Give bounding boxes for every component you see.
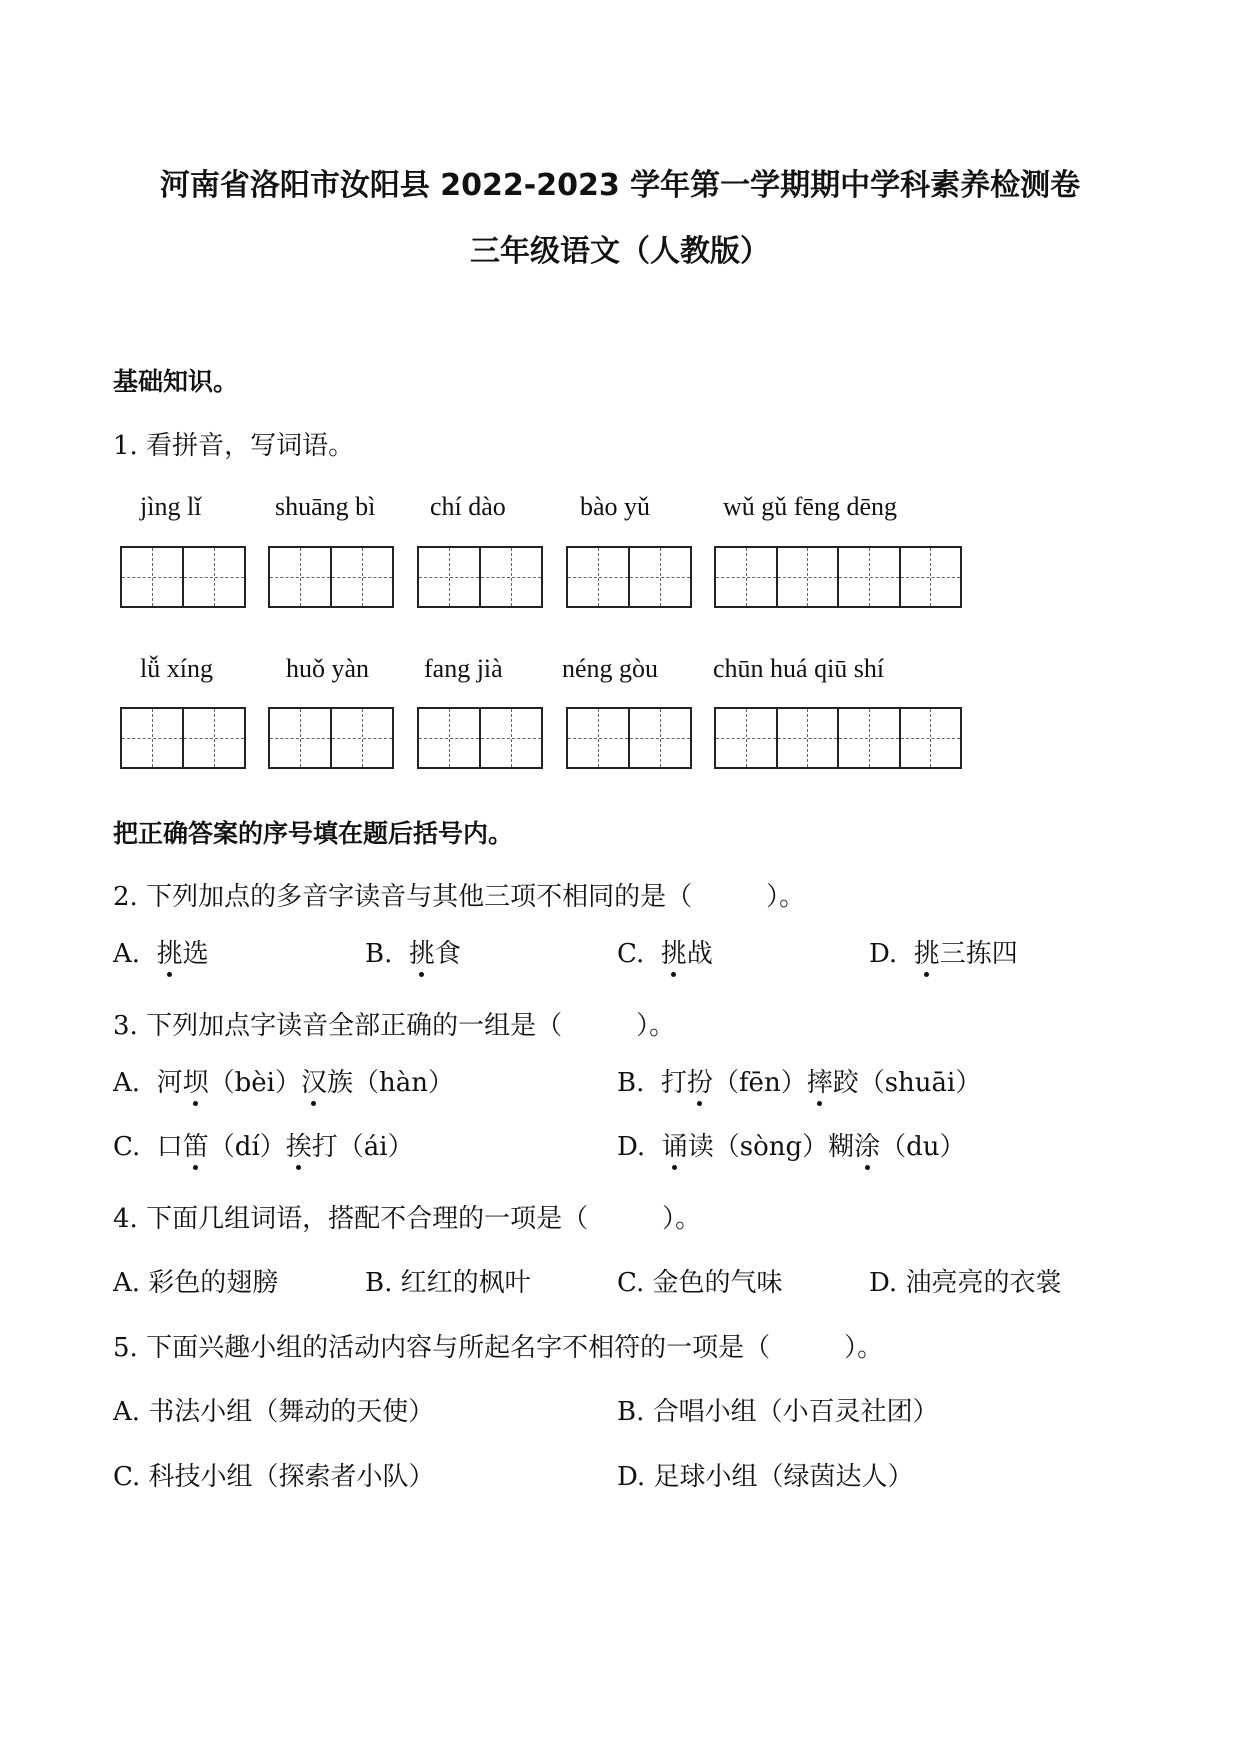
q4-option-a: A. 彩色的翅膀: [113, 1268, 279, 1298]
q5-option-c: C. 科技小组（探索者小队）: [113, 1462, 435, 1492]
question-5-text: 5. 下面兴趣小组的活动内容与所起名字不相符的一项是（: [113, 1333, 771, 1363]
q5-option-d: D. 足球小组（绿茵达人）: [617, 1462, 914, 1492]
writing-grid-2-5[interactable]: [714, 707, 962, 769]
q4-option-d: D. 油亮亮的衣裳: [869, 1268, 1062, 1298]
pinyin-2-2: huǒ yàn: [286, 654, 370, 683]
dotted-char: 汉: [301, 1062, 327, 1099]
writing-grid-2-1[interactable]: [120, 707, 246, 769]
pinyin-1-1: jìng lǐ: [140, 492, 202, 521]
question-5-close: ）。: [844, 1333, 884, 1363]
q2-option-a: A. 挑选: [113, 933, 209, 970]
dotted-char: 扮: [687, 1062, 713, 1099]
writing-grid-2-4[interactable]: [566, 707, 692, 769]
q4-option-b: B. 红红的枫叶: [365, 1268, 531, 1298]
question-2-stem: [113, 876, 805, 913]
dotted-char: 挑: [157, 933, 183, 970]
question-2-close: ）。: [766, 882, 806, 912]
question-5-stem: [113, 1327, 883, 1364]
question-2-text: 2. 下列加点的多音字读音与其他三项不相同的是（: [113, 882, 693, 912]
dotted-char: 挑: [914, 933, 940, 970]
q2-option-b: B. 挑食: [365, 933, 461, 970]
writing-grid-2-2[interactable]: [268, 707, 394, 769]
dotted-char: 坝: [183, 1062, 209, 1099]
q3-option-b: B. 打扮（fēn）摔跤（shuāi）: [617, 1062, 981, 1099]
dotted-char: 挑: [409, 933, 435, 970]
dotted-char: 挨: [286, 1126, 312, 1163]
writing-grid-1-2[interactable]: [268, 546, 394, 608]
section-basic-knowledge: 基础知识。: [113, 367, 239, 396]
q3-option-c: C. 口笛（dí）挨打（ái）: [113, 1126, 414, 1163]
pinyin-2-1: lǚ xíng: [140, 654, 213, 683]
question-4-close: ）。: [662, 1204, 702, 1234]
writing-grid-1-5[interactable]: [714, 546, 962, 608]
pinyin-2-5: chūn huá qiū shí: [713, 654, 885, 683]
question-3-stem: [113, 1005, 675, 1042]
dotted-char: 挑: [661, 933, 687, 970]
q2-option-d: D. 挑三拣四: [869, 933, 1018, 970]
q3-option-a: A. 河坝（bèi）汉族（hàn）: [113, 1062, 454, 1099]
writing-grid-2-3[interactable]: [417, 707, 543, 769]
section-multiple-choice: 把正确答案的序号填在题后括号内。: [113, 819, 514, 848]
pinyin-1-5: wǔ gǔ fēng dēng: [723, 492, 898, 521]
pinyin-1-4: bào yǔ: [580, 492, 651, 521]
pinyin-2-4: néng gòu: [562, 654, 659, 683]
exam-subtitle: 三年级语文（人教版）: [470, 234, 770, 269]
dotted-char: 诵: [662, 1126, 688, 1163]
question-3-close: ）。: [636, 1011, 676, 1041]
q5-option-b: B. 合唱小组（小百灵社团）: [617, 1397, 939, 1427]
pinyin-1-2: shuāng bì: [275, 492, 376, 521]
dotted-char: 摔: [807, 1062, 833, 1099]
question-3-text: 3. 下列加点字读音全部正确的一组是（: [113, 1011, 563, 1041]
q4-option-c: C. 金色的气味: [617, 1268, 783, 1298]
exam-title: 河南省洛阳市汝阳县 2022-2023 学年第一学期期中学科素养检测卷: [159, 168, 1081, 203]
writing-grid-1-3[interactable]: [417, 546, 543, 608]
pinyin-2-3: fang jià: [424, 654, 503, 683]
dotted-char: 笛: [183, 1126, 209, 1163]
question-4-text: 4. 下面几组词语，搭配不合理的一项是（: [113, 1204, 589, 1234]
question-4-stem: [113, 1198, 701, 1235]
q2-option-c: C. 挑战: [617, 933, 713, 970]
q3-option-d: D. 诵读（sòng）糊涂（du）: [617, 1126, 966, 1163]
writing-grid-1-4[interactable]: [566, 546, 692, 608]
question-1-label: 1. 看拼音，写词语。: [113, 431, 355, 461]
dotted-char: 涂: [854, 1126, 880, 1163]
q5-option-a: A. 书法小组（舞动的天使）: [113, 1397, 435, 1427]
pinyin-1-3: chí dào: [430, 492, 506, 521]
writing-grid-1-1[interactable]: [120, 546, 246, 608]
